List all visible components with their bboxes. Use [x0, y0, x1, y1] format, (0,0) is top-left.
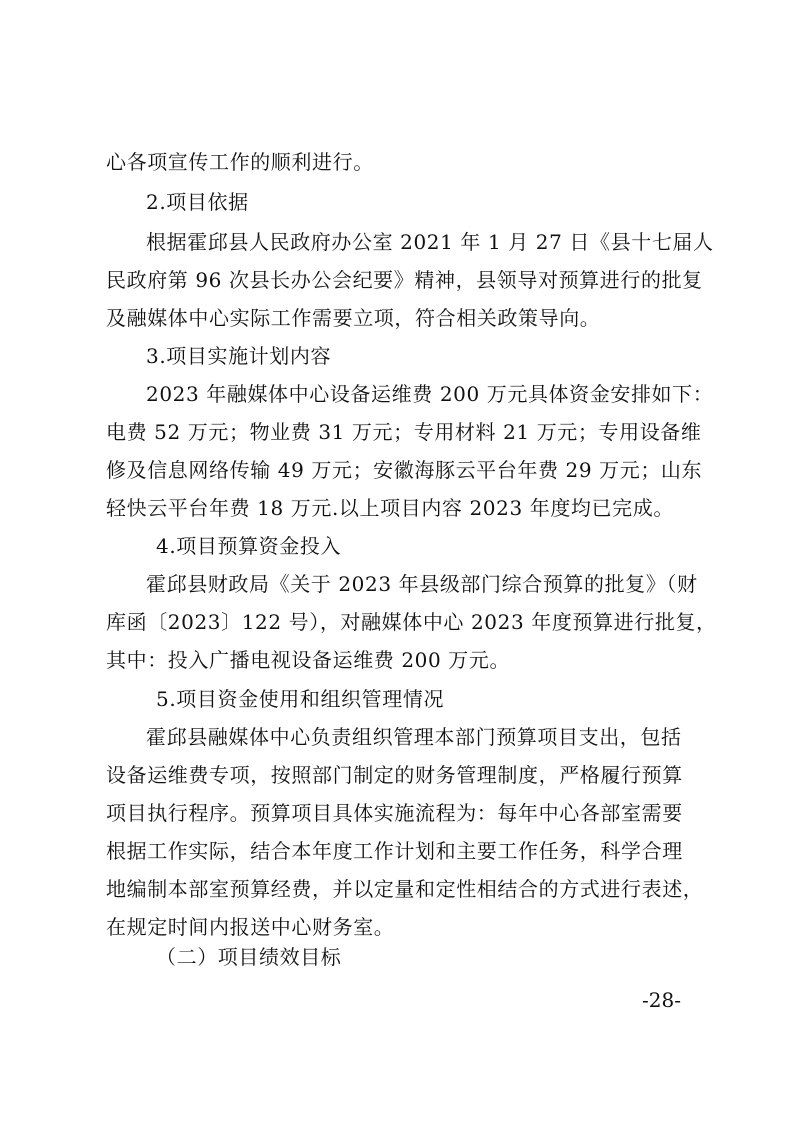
body-text-line: 根据工作实际，结合本年度工作计划和主要工作任务，科学合理 — [106, 839, 683, 863]
section-heading: 4.项目预算资金投入 — [156, 534, 342, 558]
body-text-line: 民政府第 96 次县长办公会纪要》精神，县领导对预算进行的批复 — [106, 268, 703, 292]
body-text-line: 轻快云平台年费 18 万元.以上项目内容 2023 年度均已完成。 — [106, 496, 674, 520]
body-text-line: 霍邱县财政局《关于 2023 年县级部门综合预算的批复》（财 — [146, 572, 698, 596]
body-text-line: 修及信息网络传输 49 万元；安徽海豚云平台年费 29 万元；山东 — [106, 458, 703, 482]
body-text-line: 电费 52 万元；物业费 31 万元；专用材料 21 万元；专用设备维 — [106, 420, 702, 444]
section-heading: 2.项目依据 — [146, 190, 249, 214]
body-text-line: 库函〔2023〕122 号），对融媒体中心 2023 年度预算进行批复， — [106, 610, 717, 634]
page-number: -28- — [642, 988, 681, 1012]
section-heading: （二）项目绩效目标 — [156, 945, 342, 969]
body-text-line: 在规定时间内报送中心财务室。 — [106, 915, 395, 939]
body-text-line: 及融媒体中心实际工作需要立项，符合相关政策导向。 — [106, 306, 601, 330]
body-text-line: 设备运维费专项，按照部门制定的财务管理制度，严格履行预算 — [106, 763, 683, 787]
body-text-line: 地编制本部室预算经费，并以定量和定性相结合的方式进行表述， — [106, 877, 704, 901]
body-text-line: 2023 年融媒体中心设备运维费 200 万元具体资金安排如下： — [146, 382, 714, 406]
section-heading: 3.项目实施计划内容 — [146, 344, 332, 368]
body-text-line: 霍邱县融媒体中心负责组织管理本部门预算项目支出，包括 — [146, 725, 682, 749]
body-text-line: 项目执行程序。预算项目具体实施流程为：每年中心各部室需要 — [106, 801, 683, 825]
body-text-line: 其中：投入广播电视设备运维费 200 万元。 — [106, 648, 511, 672]
section-heading: 5.项目资金使用和组织管理情况 — [156, 687, 445, 711]
body-text-line: 根据霍邱县人民政府办公室 2021 年 1 月 27 日《县十七届人 — [146, 230, 714, 254]
body-text-line: 心各项宣传工作的顺利进行。 — [106, 150, 374, 174]
